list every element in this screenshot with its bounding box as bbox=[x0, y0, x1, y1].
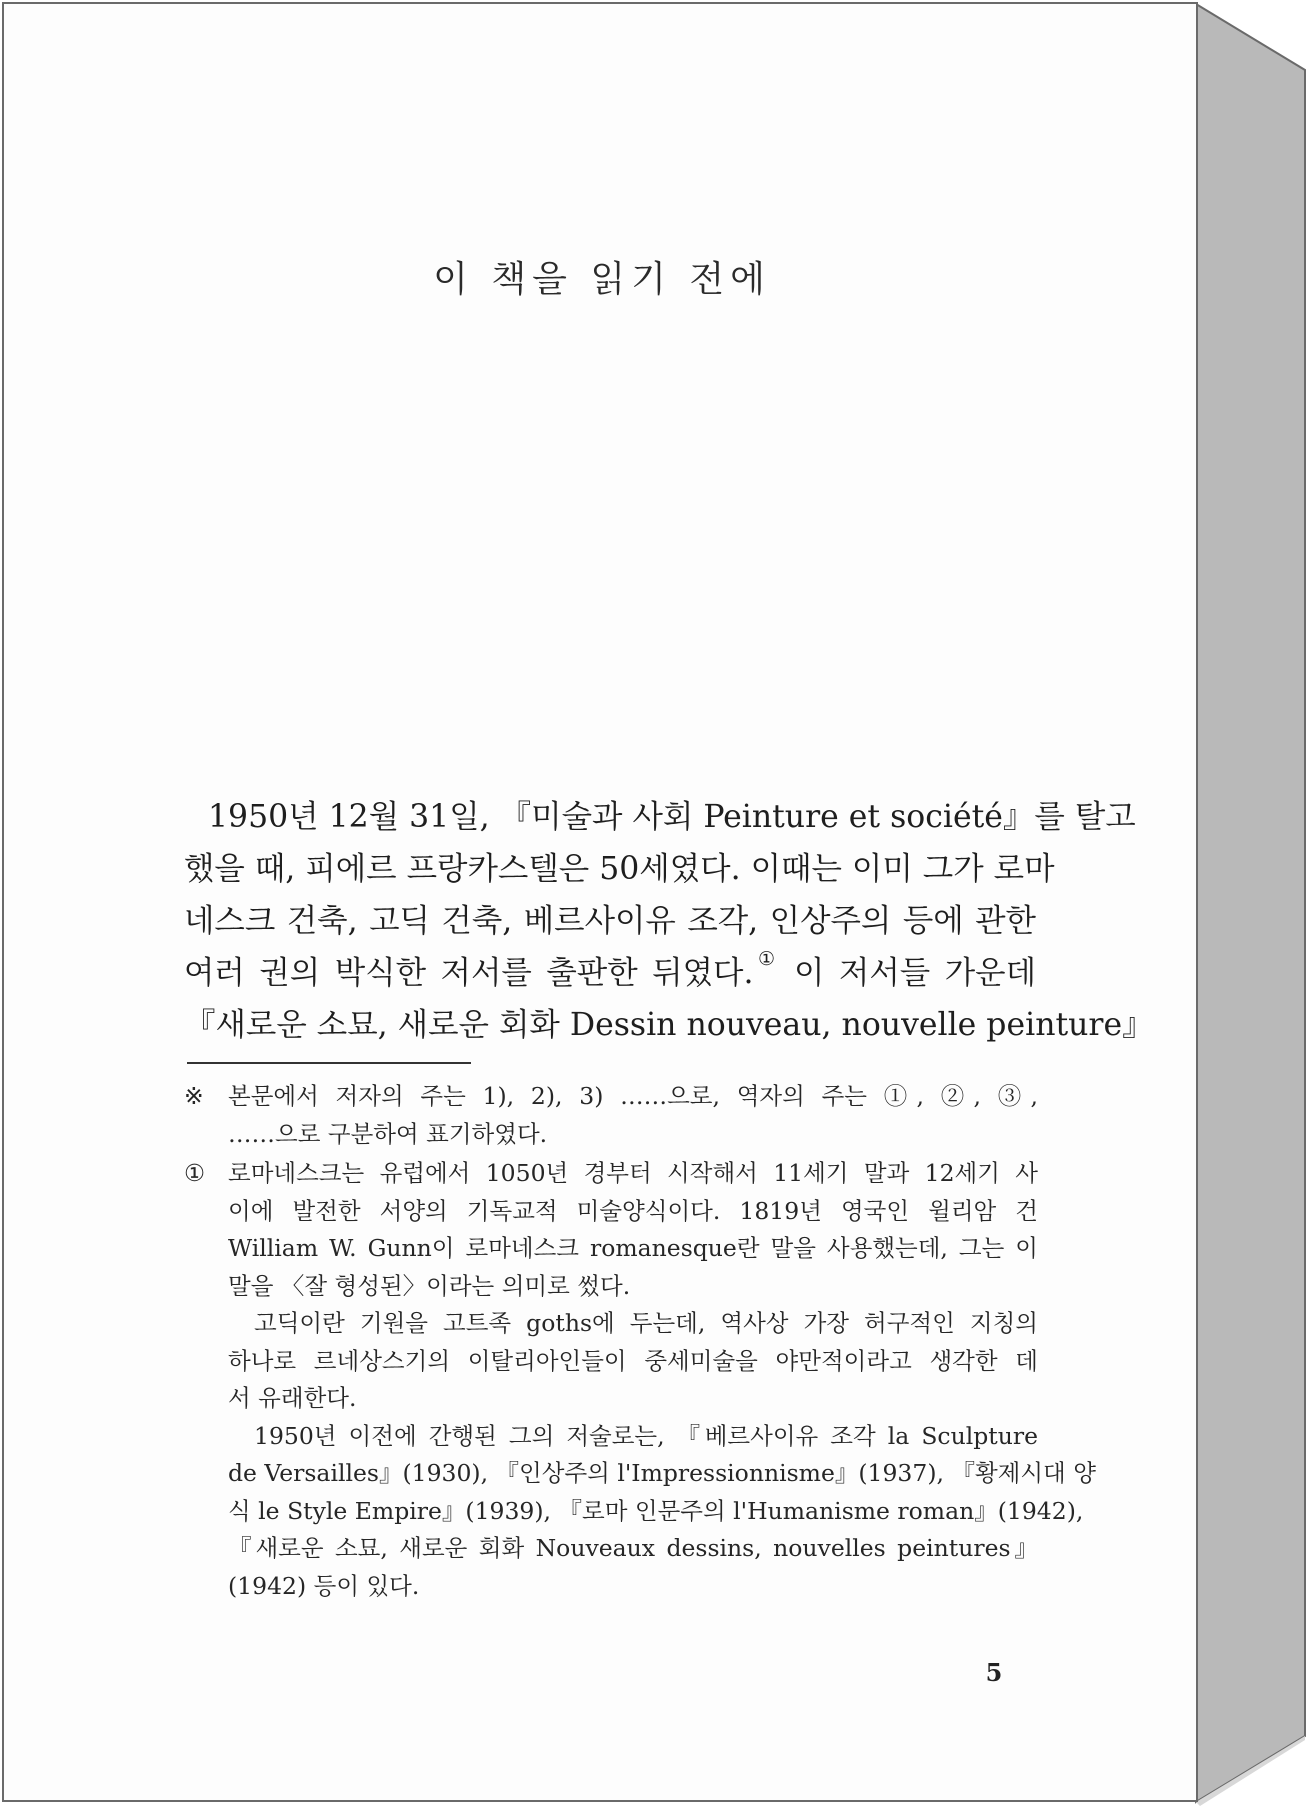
note-line: 말을 〈잘 형성된〉이라는 의미로 썼다. bbox=[228, 1271, 631, 1300]
page bbox=[2, 2, 1198, 1802]
note-line: 1950년 이전에 간행된 그의 저술로는, 『베르사이유 조각 la Sculpture bbox=[254, 1421, 1038, 1450]
body-line: 했을 때, 피에르 프랑카스텔은 50세였다. 이때는 이미 그가 로마 bbox=[184, 851, 1055, 887]
note-line: 본문에서 저자의 주는 1), 2), 3) ……으로, 역자의 주는 ①, ②, ③, bbox=[228, 1082, 1038, 1110]
note-line: 고딕이란 기원을 고트족 goths에 두는데, 역사상 가장 허구적인 지칭의 bbox=[254, 1309, 1038, 1337]
note-line: William W. Gunn이 로마네스크 romanesque란 말을 사용했는데, 그는 이 bbox=[228, 1234, 1038, 1262]
note-line: 로마네스크는 유럽에서 1050년 경부터 시작해서 11세기 말과 12세기 사 bbox=[228, 1159, 1038, 1187]
note-line: 식 le Style Empire』(1939), 『로마 인문주의 l'Humanisme roman』(1942), bbox=[228, 1496, 1084, 1525]
reference-mark: ※ bbox=[184, 1082, 204, 1110]
note-line: de Versailles』(1930), 『인상주의 l'Impressionnisme』(1937), 『황제시대 양 bbox=[228, 1459, 1096, 1487]
page-title: 이 책을 읽기 전에 bbox=[433, 259, 771, 300]
footnote-mark: ① bbox=[184, 1159, 206, 1187]
footnote-1 bbox=[184, 1155, 1096, 1605]
body-line: 네스크 건축, 고딕 건축, 베르사이유 조각, 인상주의 등에 관한 bbox=[184, 903, 1036, 939]
body-line: 1950년 12월 31일, 『미술과 사회 Peinture et société』를 탈고 bbox=[208, 799, 1136, 835]
page-stack-edge bbox=[1196, 4, 1305, 1802]
body-paragraph bbox=[184, 791, 1154, 1051]
translator-note bbox=[184, 1078, 1038, 1153]
body-line-tail: 이 저서들 가운데 bbox=[779, 955, 1036, 991]
footnotes bbox=[184, 1078, 1096, 1607]
note-line: 이에 발전한 서양의 기독교적 미술양식이다. 1819년 영국인 윌리암 건 bbox=[228, 1196, 1038, 1225]
body-line: 여러 권의 박식한 저서를 출판한 뒤였다. bbox=[184, 955, 754, 991]
note-line: 『새로운 소묘, 새로운 회화 Nouveaux dessins, nouvelles peintures』 bbox=[228, 1534, 1038, 1562]
body-line: 『새로운 소묘, 새로운 회화 Dessin nouveau, nouvelle peinture』 bbox=[184, 1007, 1154, 1043]
footnote-divider bbox=[187, 1062, 471, 1064]
note-line: (1942) 등이 있다. bbox=[228, 1571, 420, 1600]
footnote-ref: ① bbox=[753, 947, 780, 970]
note-line: ……으로 구분하여 표기하였다. bbox=[228, 1119, 548, 1148]
note-line: 하나로 르네상스기의 이탈리아인들이 중세미술을 야만적이라고 생각한 데 bbox=[228, 1346, 1038, 1375]
body-line-with-ref bbox=[184, 947, 1036, 999]
page-number: 5 bbox=[985, 1658, 1003, 1687]
note-line: 서 유래한다. bbox=[228, 1384, 357, 1412]
